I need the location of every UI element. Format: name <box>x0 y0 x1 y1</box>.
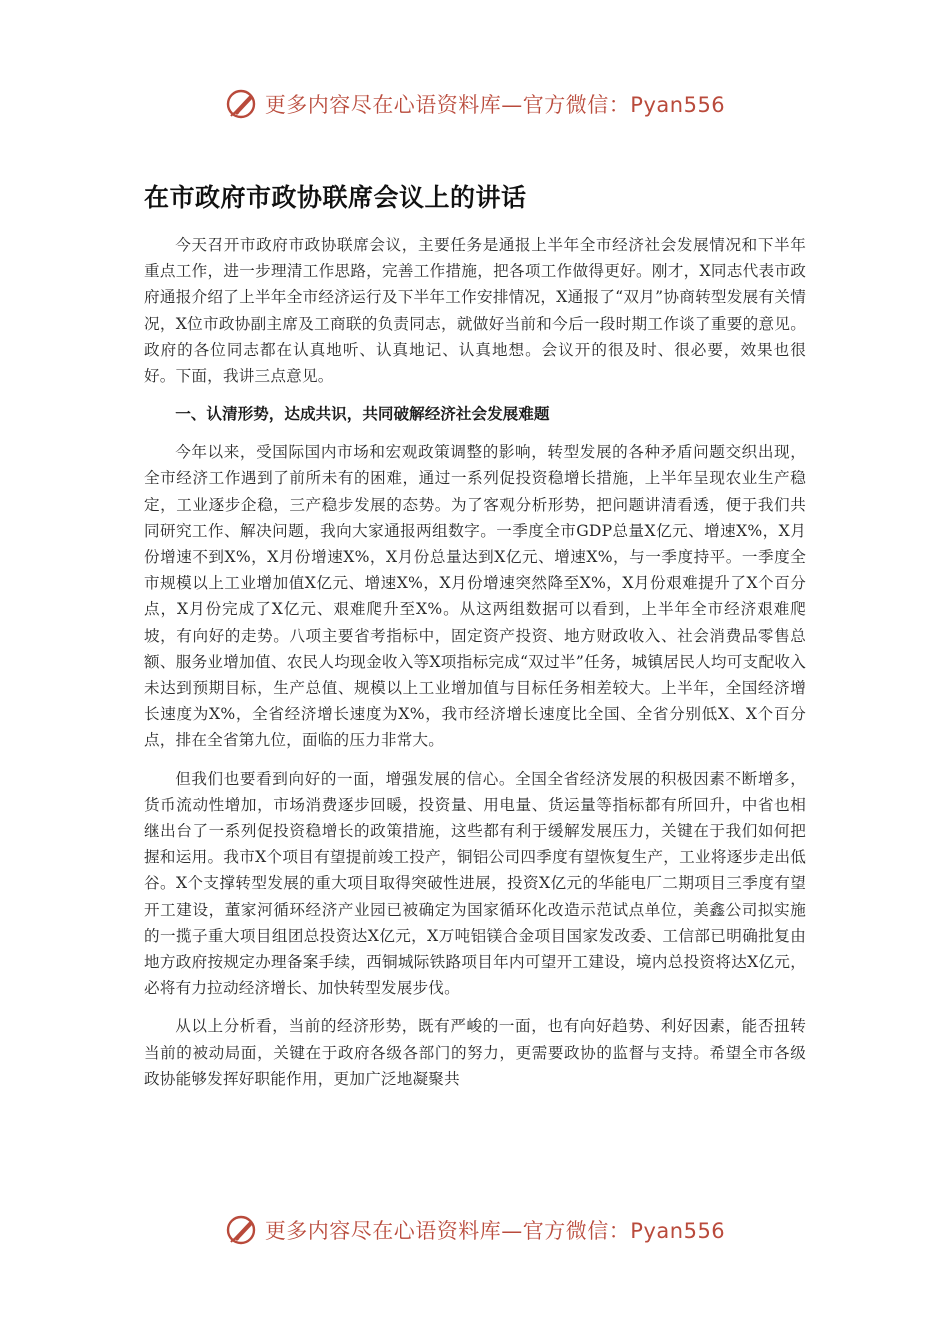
paragraph-intro: 今天召开市政府市政协联席会议，主要任务是通报上半年全市经济社会发展情况和下半年重点工作，进一步理清工作思路，完善工作措施，把各项工作做得更好。刚才，X同志代表市政府通报介绍了上半年全市经济运行及下半年工作安排情况，X通报了“双月”协商转型发展有关情况，X位市政协副主席及工商联的负责同志，就做好当前和今后一段时期工作谈了重要的意见。政府的各位同志都在认真地听、认真地记、认真地想。会议开的很及时、很必要，效果也很好。下面，我讲三点意见。 <box>144 236 806 386</box>
paragraph-positive-outlook: 但我们也要看到向好的一面，增强发展的信心。全国全省经济发展的积极因素不断增多，货币流动性增加，市场消费逐步回暖，投资量、用电量、货运量等指标都有所回升，中省也相继出台了一系列促投资稳增长的政策措施，这些都有利于缓解发展压力，关键在于我们如何把握和运用。我市X个项目有望提前竣工投产，铜铝公司四季度有望恢复生产，工业将逐步走出低谷。X个支撑转型发展的重大项目取得突破性进展，投资X亿元的华能电厂二期项目三季度有望开工建设，董家河循环经济产业园已被确定为国家循环化改造示范试点单位，美鑫公司拟实施的一揽子重大项目组团总投资达X亿元，X万吨铝镁合金项目国家发改委、工信部已明确批复由地方政府按规定办理备案手续，西铜城际铁路项目年内可望开工建设，境内总投资将达X亿元，必将有力拉动经济增长、加快转型发展步伐。 <box>144 769 806 998</box>
document-title: 在市政府市政协联席会议上的讲话 <box>144 183 527 212</box>
watermark-header <box>0 84 950 124</box>
watermark-text: 更多内容尽在心语资料库—官方微信：Pyan556 <box>264 93 726 117</box>
paragraph-situation: 今年以来，受国际国内市场和宏观政策调整的影响，转型发展的各种矛盾问题交织出现，全市经济工作遇到了前所未有的困难，通过一系列促投资稳增长措施，上半年呈现农业生产稳定，工业逐步企稳，三产稳步发展的态势。为了客观分析形势，把问题讲清看透，便于我们共同研究工作、解决问题，我向大家通报两组数字。一季度全市GDP总量X亿元、增速X%，X月份增速不到X%，X月份增速X%，X月份总量达到X亿元、增速X%，与一季度持平。一季度全市规模以上工业增加值X亿元、增速X%，X月份增速突然降至X%，X月份艰难提升了X个百分点，X月份完成了X亿元、艰难爬升至X%。从这两组数据可以看到，上半年全市经济艰难爬坡，有向好的走势。八项主要省考指标中，固定资产投资、地方财政收入、社会消费品零售总额、服务业增加值、农民人均现金收入等X项指标完成“双过半”任务，城镇居民人均可支配收入未达到预期目标，生产总值、规模以上工业增加值与目标任务相差较大。上半年，全国经济增长速度为X%，全省经济增长速度为X%，我市经济增长速度比全国、全省分别低X、X个百分点，排在全省第九位，面临的压力非常大。 <box>144 443 806 750</box>
watermark-text: 更多内容尽在心语资料库—官方微信：Pyan556 <box>264 1219 726 1243</box>
section-heading-1: 一、认清形势，达成共识，共同破解经济社会发展难题 <box>175 405 550 424</box>
document-body <box>144 232 806 1092</box>
paragraph-conclusion: 从以上分析看，当前的经济形势，既有严峻的一面，也有向好趋势、利好因素，能否扭转当前的被动局面，关键在于政府各级各部门的努力，更需要政协的监督与支持。希望全市各级政协能够发挥好职能作用，更加广泛地凝聚共 <box>144 1017 806 1088</box>
watermark-footer <box>0 1210 950 1250</box>
pen-logo-icon <box>225 1213 259 1247</box>
pen-logo-icon <box>225 87 259 121</box>
